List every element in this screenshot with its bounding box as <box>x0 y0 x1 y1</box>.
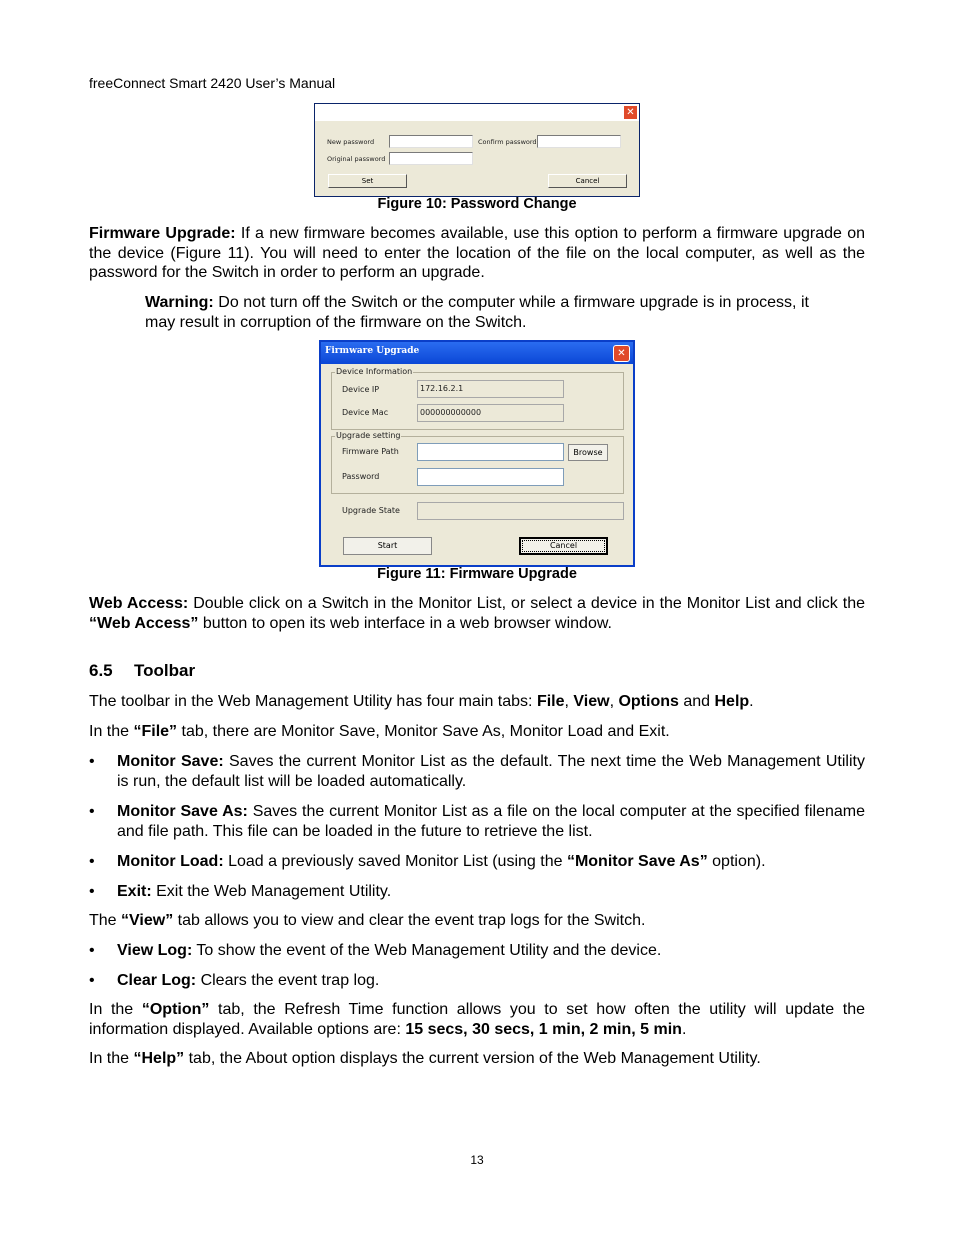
start-button[interactable]: Start <box>343 537 432 555</box>
help-paragraph <box>89 1049 865 1069</box>
list-item-term: Monitor Save: <box>117 753 224 770</box>
view-intro-paragraph <box>89 911 865 931</box>
list-item-desc-end: option). <box>707 853 766 870</box>
device-mac-label: Device Mac <box>342 408 389 417</box>
section-title: Toolbar <box>134 661 196 680</box>
file-intro-paragraph <box>89 722 865 742</box>
refresh-options: 15 secs, 30 secs, 1 min, 2 min, 5 min <box>405 1020 682 1038</box>
browse-button[interactable]: Browse <box>568 444 608 461</box>
dialog-titlebar <box>321 342 633 364</box>
period: . <box>749 693 754 710</box>
password-change-dialog <box>314 103 640 197</box>
confirm-password-label: Confirm password <box>478 138 537 146</box>
list-item <box>89 941 865 961</box>
firmware-upgrade-term: Firmware Upgrade: <box>89 225 236 242</box>
list-item <box>89 802 865 841</box>
warning-text: Do not turn off the Switch or the computer while a firmware upgrade is in process, it may result in corruption of the firmware on the Switch. <box>145 294 809 331</box>
page-header: freeConnect Smart 2420 User’s Manual <box>89 75 336 91</box>
cancel-button[interactable]: Cancel <box>519 537 608 555</box>
list-item-desc: Exit the Web Management Utility. <box>151 883 392 900</box>
list-item-desc: Load a previously saved Monitor List (using the <box>223 853 567 870</box>
upgrade-state-value <box>417 502 624 520</box>
web-access-text-end: button to open its web interface in a web browser window. <box>198 614 612 632</box>
device-ip-value: 172.16.2.1 <box>417 380 564 398</box>
page-number: 13 <box>470 1153 484 1167</box>
tab-view-name: View <box>573 693 610 710</box>
bullet-icon: • <box>89 853 95 870</box>
list-item-desc: Saves the current Monitor List as the default. The next time the Web Management Utility is run, the default list will be loaded automatically. <box>117 753 865 790</box>
list-item-text <box>117 752 865 791</box>
list-item <box>89 752 865 791</box>
close-icon[interactable]: ✕ <box>613 345 630 362</box>
confirm-password-input[interactable] <box>537 135 621 148</box>
firmware-upgrade-paragraph <box>89 224 865 283</box>
list-item-term: Clear Log: <box>117 972 197 989</box>
option-paragraph <box>89 1000 865 1039</box>
option-post: tab, the Refresh Time function allows you to set how often the utility will update the information displayed. Available options are: <box>89 1001 866 1038</box>
tab-options-name: Options <box>618 693 679 710</box>
tab-help-name: Help <box>714 693 750 710</box>
bullet-icon: • <box>89 972 95 989</box>
help-post: tab, the About option displays the current version of the Web Management Utility. <box>184 1050 761 1067</box>
list-item-term: View Log: <box>117 942 193 959</box>
web-access-term: Web Access: <box>89 595 189 612</box>
toolbar-intro-text: The toolbar in the Web Management Utility has four main tabs: <box>89 693 537 710</box>
tab-file-name: File <box>536 693 565 710</box>
dialog-title: Firmware Upgrade <box>325 346 420 356</box>
firmware-path-label: Firmware Path <box>342 447 399 456</box>
web-access-paragraph <box>89 594 865 633</box>
bullet-icon: • <box>89 883 95 900</box>
device-ip-label: Device IP <box>342 385 380 394</box>
device-information-group-label: Device Information <box>336 367 413 376</box>
section-number: 6.5 <box>89 661 113 680</box>
list-item-quote: “Monitor Save As” <box>566 853 708 870</box>
close-icon[interactable]: ✕ <box>623 105 638 120</box>
separator: , <box>564 693 574 710</box>
section-heading <box>89 661 195 681</box>
list-item <box>89 971 865 991</box>
new-password-input[interactable] <box>389 135 473 148</box>
new-password-label: New password <box>327 138 375 146</box>
original-password-label: Original password <box>327 155 386 163</box>
help-quote: “Help” <box>133 1050 185 1067</box>
view-intro-pre: The <box>89 912 122 929</box>
firmware-upgrade-dialog <box>319 340 635 567</box>
list-item-text <box>117 852 865 872</box>
warning-paragraph <box>145 293 809 332</box>
bullet-icon: • <box>89 942 95 959</box>
conjunction: and <box>678 693 715 710</box>
view-intro-post: tab allows you to view and clear the event trap logs for the Switch. <box>173 912 646 929</box>
web-access-quote: “Web Access” <box>89 614 199 632</box>
toolbar-intro-paragraph <box>89 692 865 712</box>
dialog-titlebar <box>315 104 639 121</box>
list-item <box>89 852 865 872</box>
period: . <box>681 1020 687 1038</box>
device-mac-value: 000000000000 <box>417 404 564 422</box>
figure-11-caption: Figure 11: Firmware Upgrade <box>377 566 577 582</box>
list-item-text <box>117 882 865 902</box>
web-access-text: Double click on a Switch in the Monitor List, or select a device in the Monitor List and click the <box>188 595 865 612</box>
list-item-desc: Saves the current Monitor List as a file on the local computer at the specified filename and file path. This file can be loaded in the future to retrieve the list. <box>117 803 866 840</box>
warning-term: Warning: <box>145 294 214 311</box>
file-intro-post: tab, there are Monitor Save, Monitor Save As, Monitor Load and Exit. <box>177 723 670 740</box>
password-label: Password <box>342 472 380 481</box>
list-item-text <box>117 971 865 991</box>
list-item-desc: Clears the event trap log. <box>196 972 380 989</box>
upgrade-setting-group-label: Upgrade setting <box>336 431 401 440</box>
list-item-text <box>117 941 865 961</box>
view-quote: “View” <box>121 912 174 929</box>
password-input[interactable] <box>417 468 564 486</box>
help-pre: In the <box>89 1050 134 1067</box>
original-password-input[interactable] <box>389 152 473 165</box>
figure-10-caption: Figure 10: Password Change <box>377 196 577 212</box>
file-intro-pre: In the <box>89 723 134 740</box>
option-quote: “Option” <box>141 1001 210 1018</box>
list-item <box>89 882 865 902</box>
upgrade-state-label: Upgrade State <box>342 506 400 515</box>
file-quote: “File” <box>133 723 178 740</box>
list-item-desc: To show the event of the Web Management Utility and the device. <box>192 942 662 959</box>
separator: , <box>609 693 619 710</box>
set-button[interactable]: Set <box>328 174 407 188</box>
list-item-term: Monitor Load: <box>117 853 224 870</box>
bullet-icon: • <box>89 803 95 820</box>
firmware-path-input[interactable] <box>417 443 564 461</box>
list-item-term: Exit: <box>117 883 152 900</box>
cancel-button[interactable]: Cancel <box>548 174 627 188</box>
firmware-upgrade-text: If a new firmware becomes available, use this option to perform a firmware upgrade on the device (Figure 11). You will need to enter the location of the file on the local computer, as well as the password for the Switch in order to perform an upgrade. <box>89 225 865 281</box>
bullet-icon: • <box>89 753 95 770</box>
option-pre: In the <box>89 1001 142 1018</box>
list-item-text <box>117 802 865 841</box>
list-item-term: Monitor Save As: <box>117 803 248 820</box>
